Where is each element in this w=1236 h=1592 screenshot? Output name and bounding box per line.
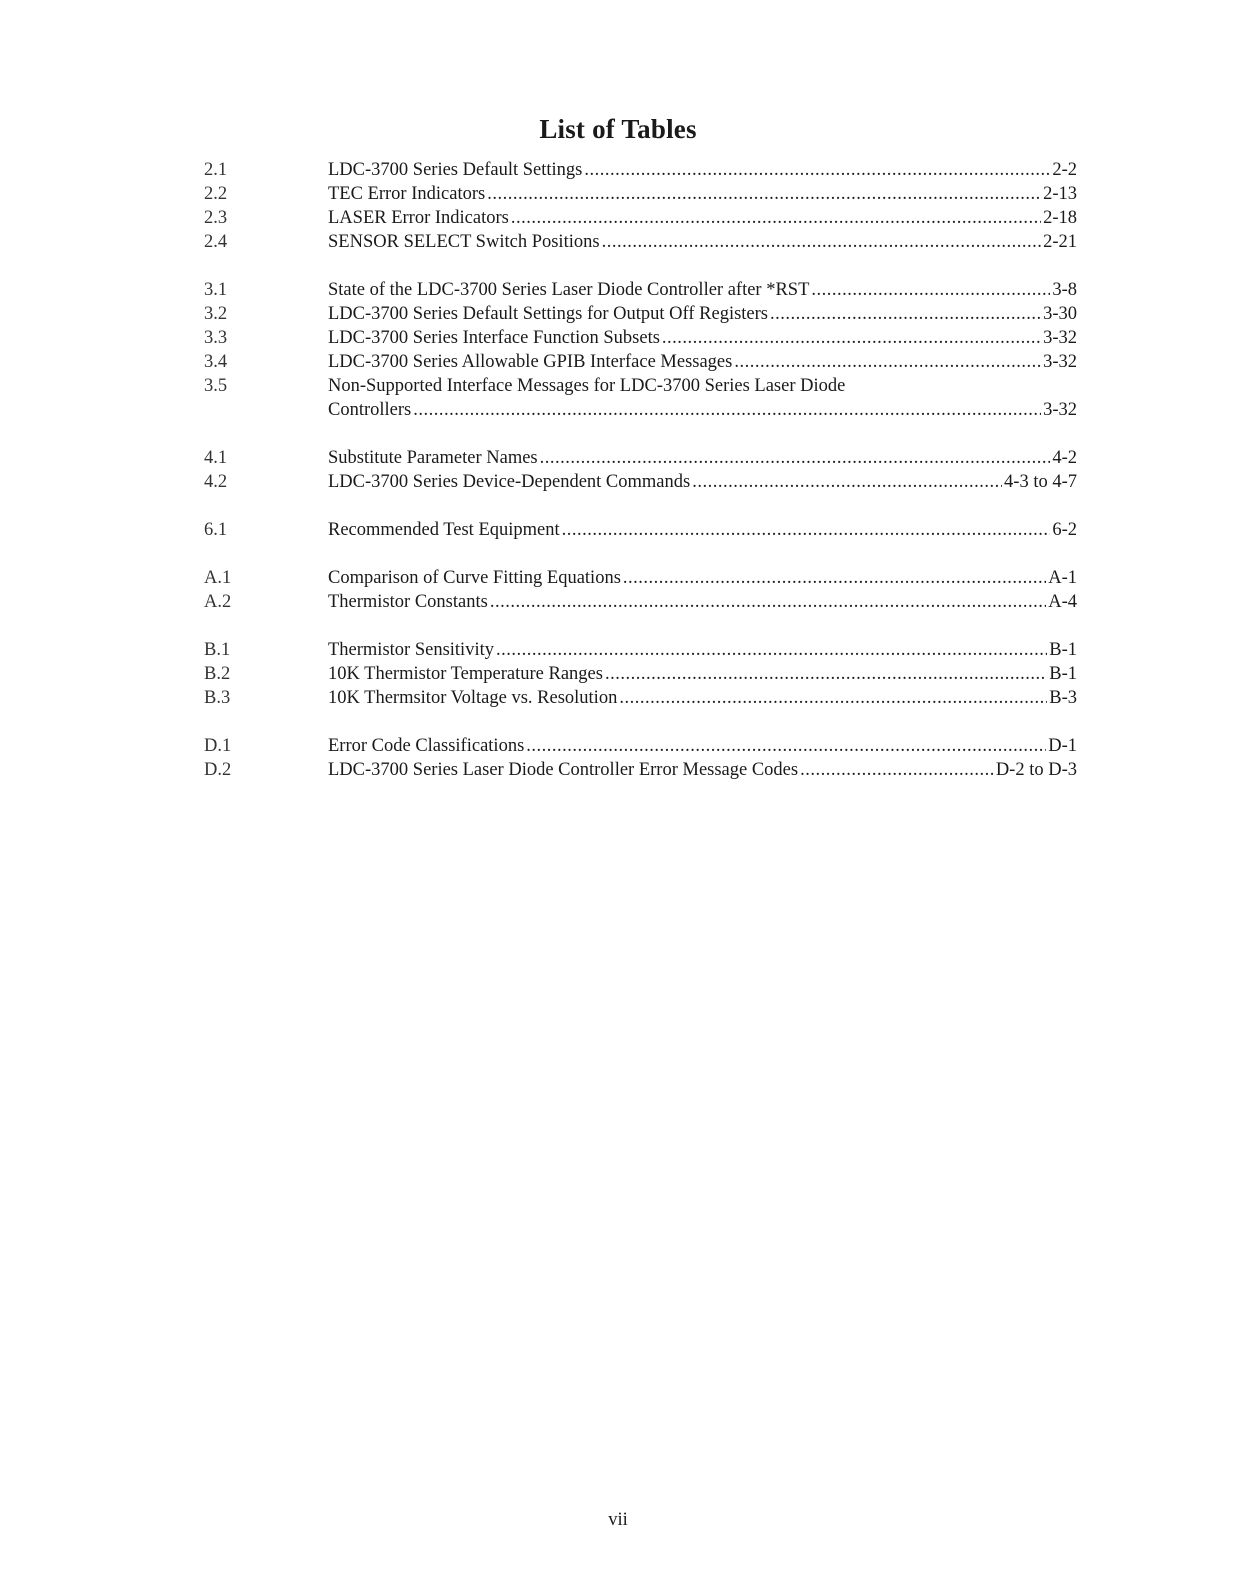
dot-leader (511, 206, 1041, 230)
dot-leader (526, 734, 1046, 758)
toc-entry[interactable] (204, 734, 1077, 758)
toc-entry[interactable] (204, 230, 1077, 254)
table-title: Substitute Parameter Names (328, 448, 538, 468)
table-number: 4.1 (204, 448, 228, 468)
toc-entry[interactable] (204, 662, 1077, 686)
table-number: 2.1 (204, 160, 228, 180)
page-reference: 3-32 (1043, 400, 1077, 420)
toc-group (204, 518, 1077, 542)
toc-group (204, 734, 1077, 782)
table-title: SENSOR SELECT Switch Positions (328, 232, 600, 252)
table-title: LDC-3700 Series Interface Function Subsets (328, 328, 660, 348)
toc-entry[interactable] (204, 158, 1077, 182)
toc-entry[interactable] (204, 638, 1077, 662)
page-reference: B-1 (1049, 664, 1077, 684)
table-number: 3.5 (204, 376, 228, 396)
dot-leader (734, 350, 1041, 374)
toc-entry[interactable] (204, 278, 1077, 302)
toc-entry[interactable] (204, 182, 1077, 206)
table-title: 10K Thermsitor Voltage vs. Resolution (328, 688, 618, 708)
toc-entry[interactable] (204, 206, 1077, 230)
page-reference: B-1 (1049, 640, 1077, 660)
page-reference: 4-3 to 4-7 (1004, 472, 1077, 492)
table-title: Thermistor Constants (328, 592, 488, 612)
dot-leader (692, 470, 1002, 494)
page-reference: D-1 (1048, 736, 1077, 756)
dot-leader (662, 326, 1041, 350)
toc-group (204, 278, 1077, 422)
toc-entry-line (328, 182, 1077, 206)
dot-leader (490, 590, 1046, 614)
table-title: LDC-3700 Series Default Settings for Output Off Registers (328, 304, 768, 324)
page-reference: B-3 (1049, 688, 1077, 708)
table-number: 2.2 (204, 184, 228, 204)
toc-entry[interactable] (204, 446, 1077, 470)
table-number: B.3 (204, 688, 231, 708)
table-number: 3.3 (204, 328, 228, 348)
toc-entry[interactable] (204, 350, 1077, 374)
table-title: State of the LDC-3700 Series Laser Diode Controller after *RST (328, 280, 810, 300)
toc-group (204, 158, 1077, 254)
table-title: Comparison of Curve Fitting Equations (328, 568, 621, 588)
page-number: vii (608, 1510, 628, 1530)
dot-leader (619, 686, 1047, 710)
toc-entry-line (328, 686, 1077, 710)
page-reference: 3-32 (1043, 352, 1077, 372)
table-number: 3.2 (204, 304, 228, 324)
toc-entry-line (328, 638, 1077, 662)
toc-entry[interactable] (204, 374, 1077, 422)
toc-entry-line (328, 590, 1077, 614)
toc-entry-line (328, 326, 1077, 350)
table-title: LASER Error Indicators (328, 208, 509, 228)
page-reference: 3-30 (1043, 304, 1077, 324)
dot-leader (487, 182, 1041, 206)
dot-leader (584, 158, 1050, 182)
dot-leader (623, 566, 1046, 590)
toc-entry-line (328, 350, 1077, 374)
page-reference: 3-32 (1043, 328, 1077, 348)
toc-group (204, 446, 1077, 494)
table-number: 4.2 (204, 472, 228, 492)
toc-entry[interactable] (204, 518, 1077, 542)
page-reference: 6-2 (1052, 520, 1077, 540)
page-reference: 2-2 (1052, 160, 1077, 180)
toc-entry[interactable] (204, 470, 1077, 494)
toc-entry-line (328, 470, 1077, 494)
table-title: Recommended Test Equipment (328, 520, 560, 540)
toc-entry-line (328, 206, 1077, 230)
table-number: 2.3 (204, 208, 228, 228)
table-title: LDC-3700 Series Default Settings (328, 160, 583, 180)
table-number: 6.1 (204, 520, 228, 540)
table-title: TEC Error Indicators (328, 184, 486, 204)
page-reference: 3-8 (1052, 280, 1077, 300)
toc-entry-line (328, 734, 1077, 758)
page-reference: 2-13 (1043, 184, 1077, 204)
toc-entry[interactable] (204, 566, 1077, 590)
toc-entry-line (328, 398, 1077, 422)
toc-entry[interactable] (204, 686, 1077, 710)
table-title: Thermistor Sensitivity (328, 640, 494, 660)
toc-entry-line (328, 278, 1077, 302)
table-title: LDC-3700 Series Device-Dependent Commands (328, 472, 691, 492)
table-number: 2.4 (204, 232, 228, 252)
dot-leader (605, 662, 1047, 686)
toc-entry[interactable] (204, 326, 1077, 350)
table-number: B.2 (204, 664, 231, 684)
toc-entry-line (328, 518, 1077, 542)
dot-leader (562, 518, 1051, 542)
dot-leader (413, 398, 1041, 422)
table-title: LDC-3700 Series Laser Diode Controller Error Message Codes (328, 760, 799, 780)
table-title: Error Code Classifications (328, 736, 525, 756)
table-of-contents (204, 158, 1077, 806)
page-reference: D-2 to D-3 (995, 760, 1077, 780)
table-title: LDC-3700 Series Allowable GPIB Interface Messages (328, 352, 733, 372)
dot-leader (602, 230, 1042, 254)
page-reference: A-4 (1048, 592, 1077, 612)
table-number: A.2 (204, 592, 232, 612)
toc-entry-line (328, 302, 1077, 326)
toc-entry-line (328, 758, 1077, 782)
toc-entry-line (328, 662, 1077, 686)
table-title: 10K Thermistor Temperature Ranges (328, 664, 603, 684)
toc-entry[interactable] (204, 302, 1077, 326)
table-number: D.2 (204, 760, 232, 780)
table-title-line1: Non-Supported Interface Messages for LDC-3700 Series Laser Diode (328, 376, 846, 396)
toc-entry-line (328, 230, 1077, 254)
toc-entry[interactable] (204, 590, 1077, 614)
toc-entry-line (328, 566, 1077, 590)
dot-leader (800, 758, 994, 782)
page-reference: 2-21 (1043, 232, 1077, 252)
table-number: 3.4 (204, 352, 228, 372)
page-reference: 2-18 (1043, 208, 1077, 228)
table-number: 3.1 (204, 280, 228, 300)
toc-group (204, 566, 1077, 614)
dot-leader (770, 302, 1041, 326)
toc-group (204, 638, 1077, 710)
dot-leader (811, 278, 1050, 302)
toc-entry-line (328, 446, 1077, 470)
table-number: D.1 (204, 736, 232, 756)
page-reference: A-1 (1048, 568, 1077, 588)
dot-leader (496, 638, 1047, 662)
table-number: B.1 (204, 640, 231, 660)
table-number: A.1 (204, 568, 232, 588)
toc-entry[interactable] (204, 758, 1077, 782)
page-reference: 4-2 (1052, 448, 1077, 468)
page-title: List of Tables (539, 114, 697, 144)
dot-leader (540, 446, 1051, 470)
toc-entry-line (328, 158, 1077, 182)
table-title: Controllers (328, 400, 412, 420)
